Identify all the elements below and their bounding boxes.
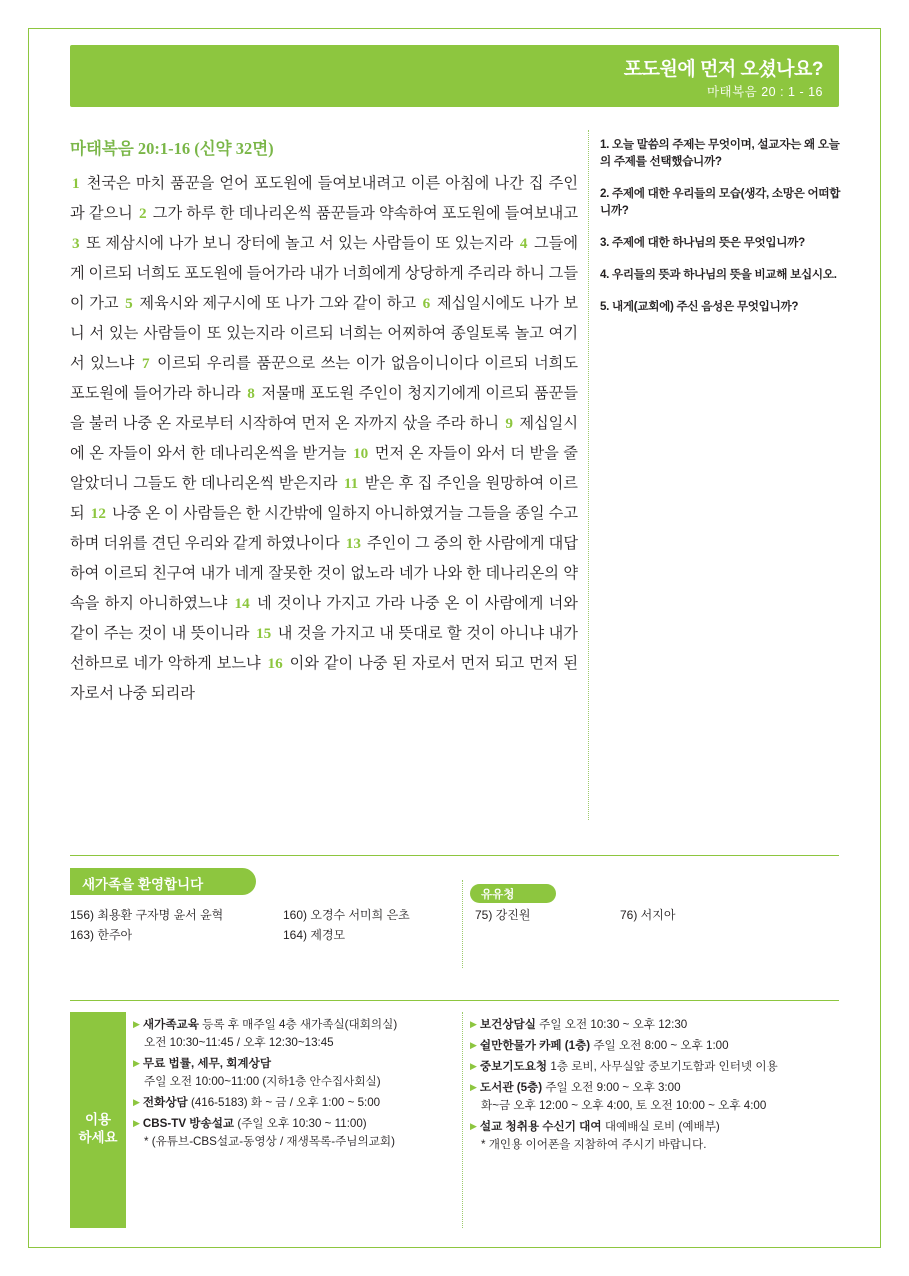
triangle-bullet-icon: ▶ xyxy=(133,1097,140,1107)
usage-entry xyxy=(133,1016,463,1051)
usage-entry-title: 새가족교육 xyxy=(142,1018,199,1031)
usage-entry-title: 무료 법률, 세무, 회계상담 xyxy=(142,1057,272,1070)
usage-entry xyxy=(470,1079,840,1114)
question-text: 2. 주제에 대한 우리들의 모습(생각, 소망은 어떠합니까? xyxy=(600,187,841,217)
usage-entry-headline xyxy=(470,1118,840,1135)
usage-entry-headline xyxy=(133,1115,463,1132)
usage-entry-headline xyxy=(470,1016,840,1033)
usage-entry-headline xyxy=(470,1079,840,1096)
verse-text: 또 제삼시에 나가 보니 장터에 놀고 서 있는 사람들이 또 있는지라 xyxy=(81,235,518,252)
new-family-entry: 156) 최용환 구자명 윤서 윤혁 xyxy=(70,908,224,922)
verse-text: 이와 같이 나중 된 자로서 먼저 되고 먼저 된 자로서 나중 되리라 xyxy=(70,655,578,702)
usage-entry-title: 보건상담실 xyxy=(479,1018,536,1031)
verse-number: 7 xyxy=(141,355,150,372)
triangle-bullet-icon: ▶ xyxy=(133,1019,140,1029)
triangle-bullet-icon: ▶ xyxy=(133,1118,140,1128)
usage-entry xyxy=(470,1058,840,1075)
usage-entry-title: CBS-TV 방송설교 xyxy=(142,1117,235,1130)
question-text: 5. 내게(교회에) 주신 음성은 무엇입니까? xyxy=(600,300,799,313)
usage-entry-detail: 주일 오전 8:00 ~ 오후 1:00 xyxy=(590,1039,729,1052)
youth-label: 유유청 xyxy=(481,889,515,901)
usage-entry xyxy=(133,1055,463,1090)
verse-number: 9 xyxy=(505,415,513,432)
verse-number: 10 xyxy=(353,445,369,462)
scripture-heading: 마태복음 20:1-16 (신약 32면) xyxy=(70,139,274,158)
verse-text: 제십일시에 온 자들이 와서 한 데나리온씩을 받거늘 xyxy=(70,415,578,462)
usage-entry-subtext: * 개인용 이어폰을 지참하여 주시기 바랍니다. xyxy=(481,1138,707,1151)
question-item xyxy=(600,234,845,251)
question-item xyxy=(600,298,845,315)
verse-number: 5 xyxy=(125,295,133,312)
triangle-bullet-icon: ▶ xyxy=(133,1058,140,1068)
verse-number: 15 xyxy=(256,625,272,642)
verse-text: 먼저 온 자들이 와서 더 받을 줄 알았더니 그들도 한 데나리온씩 받은지라 xyxy=(70,445,578,492)
usage-entry-headline xyxy=(133,1016,463,1033)
verse-text: 내 것을 가지고 내 뜻대로 할 것이 아니냐 내가 선하므로 네가 악하게 보느냐 xyxy=(70,625,578,672)
new-family-entry: 164) 제경모 xyxy=(283,928,346,942)
usage-entry-subtext: 오전 10:30~11:45 / 오후 12:30~13:45 xyxy=(144,1036,334,1049)
verse-number: 11 xyxy=(343,475,359,492)
verse-number: 4 xyxy=(519,235,528,252)
new-family-entry: 160) 오경수 서미희 은초 xyxy=(283,908,410,922)
usage-entry-detail: 주일 오전 9:00 ~ 오후 3:00 xyxy=(542,1081,681,1094)
usage-entry-detail: 대예배실 로비 (예배부) xyxy=(601,1120,720,1133)
triangle-bullet-icon: ▶ xyxy=(470,1019,477,1029)
verse-text: 주인이 그 중의 한 사람에게 대답하여 이르되 친구여 내가 네게 잘못한 것이 없노라 네가 나와 한 데나리온의 약속을 하지 아니하였느냐 xyxy=(70,535,578,612)
triangle-bullet-icon: ▶ xyxy=(470,1082,477,1092)
usage-label-line1: 이용 xyxy=(84,1112,112,1127)
usage-entry xyxy=(470,1118,840,1153)
verse-number: 1 xyxy=(72,175,80,192)
verse-number: 3 xyxy=(72,235,80,252)
new-family-column-2 xyxy=(283,905,463,945)
verse-text: 저물매 포도원 주인이 청지기에게 이르되 품꾼들을 불러 나중 온 자로부터 시작하여 먼저 온 자까지 삯을 주라 하니 xyxy=(70,385,578,432)
verse-number: 6 xyxy=(422,295,431,312)
usage-entry-title: 도서관 (5층) xyxy=(479,1081,543,1094)
verse-number: 16 xyxy=(267,655,283,672)
usage-entry-subtext: 화~금 오후 12:00 ~ 오후 4:00, 토 오전 10:00 ~ 오후 4:00 xyxy=(481,1099,767,1112)
sermon-header-banner xyxy=(70,45,839,107)
usage-list-left xyxy=(133,1016,463,1154)
usage-entry-subtext: * (유튜브-CBS설교-동영상 / 재생목록-주님의교회) xyxy=(144,1135,395,1148)
new-family-column-3 xyxy=(475,905,605,925)
usage-entry xyxy=(133,1115,463,1150)
usage-entry-detail: 주일 오전 10:30 ~ 오후 12:30 xyxy=(535,1018,688,1031)
column-divider xyxy=(588,130,589,820)
new-family-entry: 76) 서지아 xyxy=(620,908,676,922)
usage-entry-title: 중보기도요청 xyxy=(479,1060,548,1073)
question-item xyxy=(600,185,845,219)
triangle-bullet-icon: ▶ xyxy=(470,1121,477,1131)
verse-text: 제육시와 제구시에 또 나가 그와 같이 하고 xyxy=(134,295,421,312)
sermon-title: 포도원에 먼저 오셨나요? xyxy=(623,59,823,80)
scripture-section xyxy=(70,135,578,709)
usage-entry-headline xyxy=(470,1058,840,1075)
verse-text: 그들에게 이르되 너희도 포도원에 들어가라 내가 너희에게 상당하게 주리라 하니 그들이 가고 xyxy=(70,235,579,312)
usage-list-right xyxy=(470,1016,840,1157)
usage-entry-detail: (주일 오후 10:30 ~ 11:00) xyxy=(234,1117,367,1130)
verse-text: 이르되 우리를 품꾼으로 쓰는 이가 없음이니이다 이르되 너희도 포도원에 들어가라 하니라 xyxy=(70,355,579,402)
new-family-entry: 75) 강진원 xyxy=(475,908,531,922)
verse-text: 제십일시에도 나가 보니 서 있는 사람들이 또 있는지라 이르되 너희는 어찌하여 종일토록 놀고 여기 서 있느냐 xyxy=(70,295,578,372)
usage-entry-detail: 1층 로비, 사무실앞 중보기도함과 인터넷 이용 xyxy=(547,1060,778,1073)
new-family-column-4 xyxy=(620,905,780,925)
verse-number: 8 xyxy=(247,385,255,402)
verse-number: 2 xyxy=(139,205,147,222)
usage-entry xyxy=(470,1016,840,1033)
usage-entry-subtext: 주일 오전 10:00~11:00 (지하1층 안수집사회실) xyxy=(144,1075,381,1088)
new-family-entry: 163) 한주아 xyxy=(70,928,133,942)
usage-label-line2: 하세요 xyxy=(78,1130,118,1145)
usage-entry-title: 설교 청취용 수신기 대여 xyxy=(479,1120,602,1133)
usage-entry-title: 전화상담 xyxy=(142,1096,188,1109)
triangle-bullet-icon: ▶ xyxy=(470,1040,477,1050)
section-divider-2 xyxy=(70,1000,839,1001)
verse-text: 네 것이나 가지고 가라 나중 온 이 사람에게 너와 같이 주는 것이 내 뜻이니라 xyxy=(70,595,578,642)
new-family-label: 새가족을 환영합니다 xyxy=(82,877,204,892)
usage-entry-detail: 등록 후 매주일 4층 새가족실(대회의실) xyxy=(198,1018,398,1031)
usage-entry xyxy=(470,1037,840,1054)
verse-number: 14 xyxy=(234,595,250,612)
usage-entry-title: 쉴만한물가 카페 (1층) xyxy=(479,1039,591,1052)
usage-tab xyxy=(70,1012,126,1228)
verse-text: 나중 온 이 사람들은 한 시간밖에 일하지 아니하였거늘 그들을 종일 수고하며 더위를 견딘 우리와 같게 하였나이다 xyxy=(70,505,579,552)
new-family-tab xyxy=(70,868,256,895)
question-text: 1. 오늘 말씀의 주제는 무엇이며, 설교자는 왜 오늘의 주제를 선택했습니까? xyxy=(600,138,840,168)
verse-text: 그가 하루 한 데나리온씩 품꾼들과 약속하여 포도원에 들여보내고 xyxy=(148,205,579,222)
usage-entry-headline xyxy=(470,1037,840,1054)
verse-number: 13 xyxy=(345,535,361,552)
question-text: 3. 주제에 대한 하나님의 뜻은 무엇입니까? xyxy=(600,236,805,249)
usage-entry-headline xyxy=(133,1055,463,1072)
section-divider-1 xyxy=(70,855,839,856)
discussion-questions xyxy=(600,136,845,330)
question-item xyxy=(600,266,845,283)
question-text: 4. 우리들의 뜻과 하나님의 뜻을 비교해 보십시오. xyxy=(600,268,837,281)
youth-tab xyxy=(470,884,556,903)
usage-entry-headline xyxy=(133,1094,463,1111)
triangle-bullet-icon: ▶ xyxy=(470,1061,477,1071)
usage-entry-detail: (416-5183) 화 ~ 금 / 오후 1:00 ~ 5:00 xyxy=(187,1096,381,1109)
new-family-column-1 xyxy=(70,905,270,945)
usage-entry xyxy=(133,1094,463,1111)
verse-text: 천국은 마치 품꾼을 얻어 포도원에 들여보내려고 이른 아침에 나간 집 주인과 같으니 xyxy=(70,175,578,222)
verse-text: 받은 후 집 주인을 원망하여 이르되 xyxy=(70,475,578,522)
scripture-body xyxy=(70,169,578,709)
verse-number: 12 xyxy=(90,505,106,522)
sermon-scripture-reference: 마태복음 20 : 1 - 16 xyxy=(706,85,823,99)
question-item xyxy=(600,136,845,170)
